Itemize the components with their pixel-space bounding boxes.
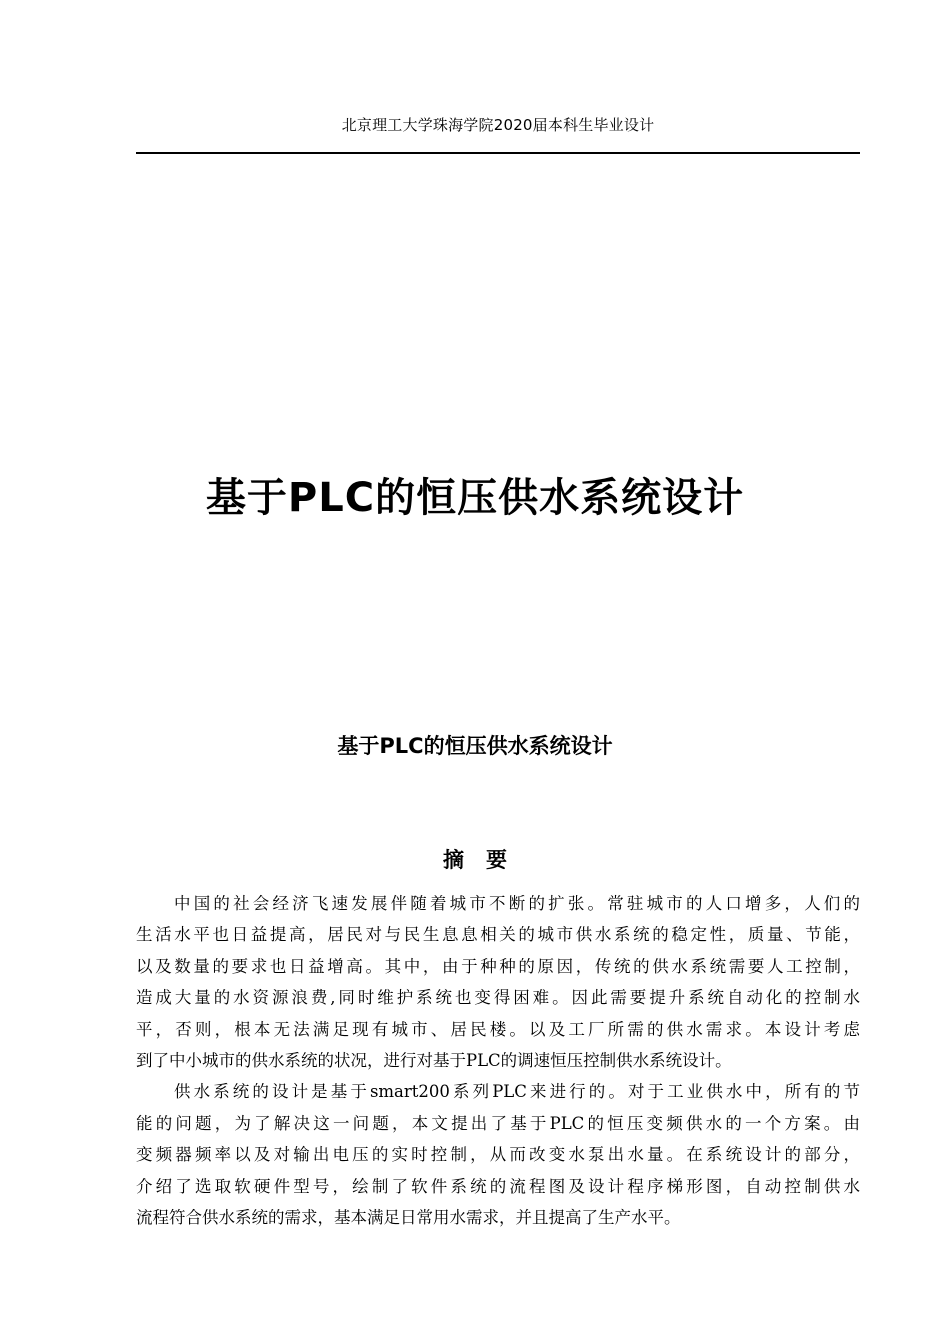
header-rule: [136, 152, 860, 154]
abstract-line: 造成大量的水资源浪费,同时维护系统也变得困难。因此需要提升系统自动化的控制水: [136, 988, 860, 1008]
abstract-line: 流程符合供水系统的需求，基本满足日常用水需求，并且提高了生产水平。: [136, 1207, 681, 1227]
abstract-line: 到了中小城市的供水系统的状况，进行对基于PLC的调速恒压控制供水系统设计。: [136, 1050, 732, 1070]
abstract-line: 中国的社会经济飞速发展伴随着城市不断的扩张。常驻城市的人口增多，人们的: [174, 894, 860, 913]
abstract-line: 变频器频率以及对输出电压的实时控制，从而改变水泵出水量。在系统设计的部分，: [136, 1145, 860, 1165]
abstract-line: 平，否则，根本无法满足现有城市、居民楼。以及工厂所需的供水需求。本设计考虑: [136, 1019, 860, 1039]
thesis-subtitle: 基于PLC的恒压供水系统设计: [337, 734, 613, 758]
thesis-title: 基于PLC的恒压供水系统设计: [205, 475, 745, 521]
abstract-line: 以及数量的要求也日益增高。其中，由于种种的原因，传统的供水系统需要人工控制，: [136, 956, 860, 976]
abstract-line: 介绍了选取软硬件型号，绘制了软件系统的流程图及设计程序梯形图，自动控制供水: [136, 1176, 860, 1196]
abstract-line: 能的问题，为了解决这一问题，本文提出了基于PLC的恒压变频供水的一个方案。由: [136, 1113, 860, 1133]
abstract-body: [136, 888, 860, 1233]
abstract-heading: 摘要: [443, 848, 529, 872]
abstract-paragraph-2: [136, 1076, 860, 1233]
abstract-paragraph-1: [136, 888, 860, 1076]
abstract-line: 生活水平也日益提高，居民对与民生息息相关的城市供水系统的稳定性，质量、节能，: [136, 925, 860, 945]
running-header: 北京理工大学珠海学院2020届本科生毕业设计: [341, 116, 655, 134]
abstract-line: 供水系统的设计是基于smart200系列PLC来进行的。对于工业供水中，所有的节: [174, 1082, 860, 1102]
